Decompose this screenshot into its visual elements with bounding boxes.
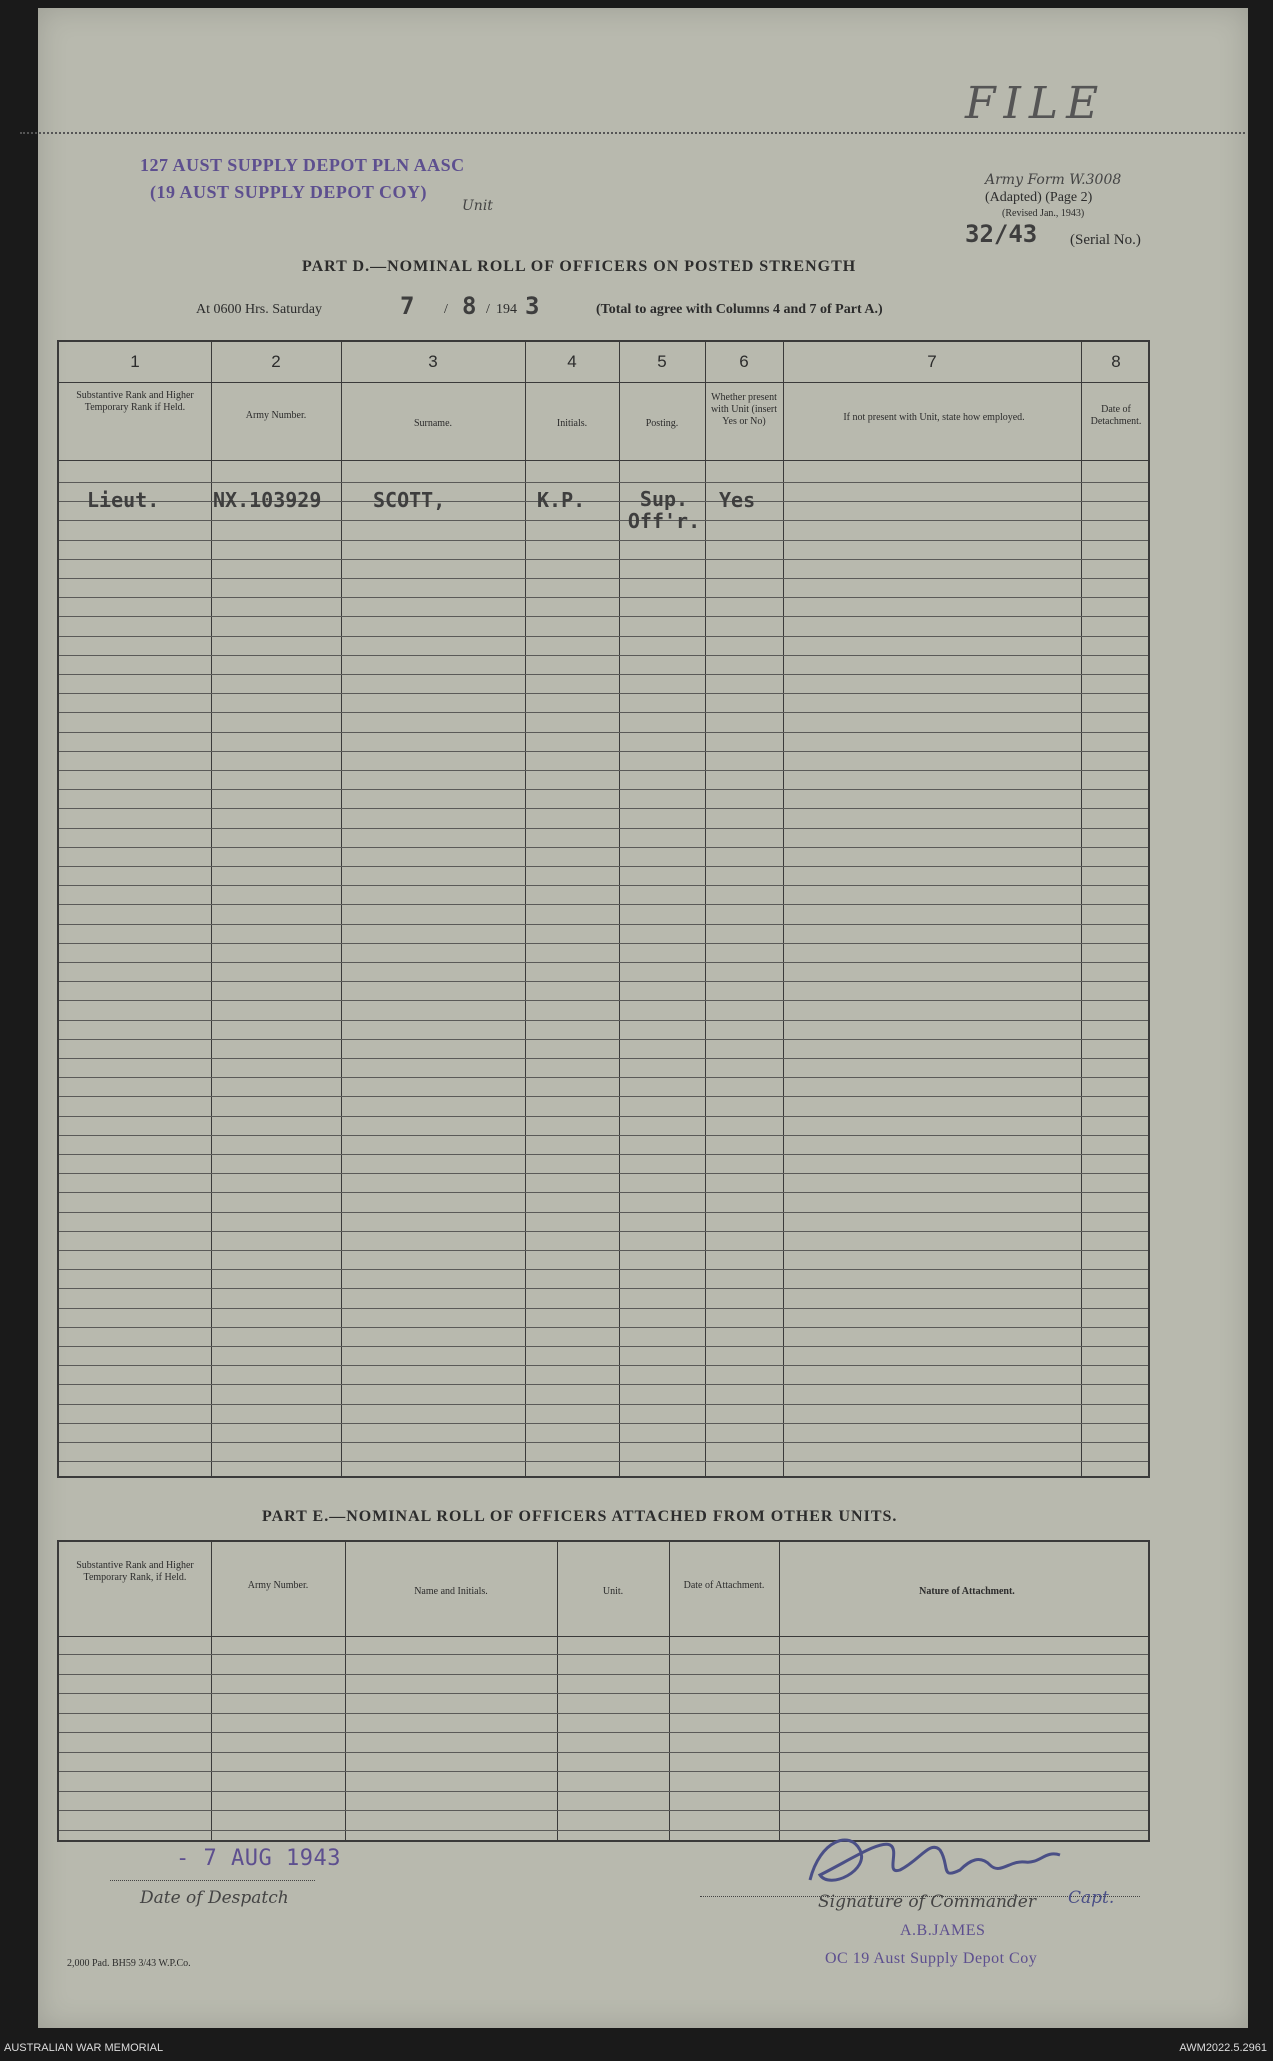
row-rule [59,1791,1148,1792]
row1-rank: Lieut. [87,488,160,512]
row-rule [59,847,1148,848]
row-rule [59,1752,1148,1753]
col-header-posting: Posting. [645,418,679,429]
row-rule [59,559,1148,560]
unit-stamp-line2: (19 AUST SUPPLY DEPOT COY) [150,182,428,202]
commander-signature [790,1820,1090,1900]
archive-reference: AWM2022.5.2961 [1179,2042,1267,2054]
row-rule [59,578,1148,579]
col-header-army-number: Army Number. [245,410,307,421]
row-rule [59,540,1148,541]
col-number-3: 3 [428,352,438,371]
col-number-2: 2 [271,352,281,371]
signature-rank: Capt. [1068,1888,1115,1908]
row-rule [59,904,1148,905]
row-rule [59,1020,1148,1021]
row-rule [59,828,1148,829]
col-number-4: 4 [567,352,577,371]
row-rule [59,1693,1148,1694]
row-rule [59,482,1148,483]
e-col-header-name: Name and Initials. [414,1586,488,1597]
row-rule [59,1250,1148,1251]
row-rule [59,597,1148,598]
signature-name-stamp: A.B.JAMES [900,1922,986,1939]
unit-stamp-line1: 127 AUST SUPPLY DEPOT PLN AASC [140,155,465,175]
row-rule [59,1058,1148,1059]
row-rule [59,1212,1148,1213]
row1-initials: K.P. [537,488,586,512]
row-rule [59,1000,1148,1001]
row-rule [59,866,1148,867]
row-rule [59,1732,1148,1733]
archive-credit: AUSTRALIAN WAR MEMORIAL [4,2042,164,2054]
time-prefix: At 0600 Hrs. Saturday [196,302,322,317]
signature-label: Signature of Commander [818,1892,1036,1912]
serial-number: 32/43 [965,220,1038,248]
row-rule [59,732,1148,733]
col-number-1: 1 [130,352,140,371]
row-rule [59,1327,1148,1328]
row-rule [59,962,1148,963]
row-rule [59,1039,1148,1040]
row1-posting: Sup. Off'r. [627,487,701,533]
row-rule [59,1365,1148,1366]
form-number: Army Form W.3008 [985,172,1122,188]
despatch-rule [110,1880,315,1881]
row-rule [59,1810,1148,1811]
despatch-date-stamp: - 7 AUG 1943 [176,1846,341,1871]
part-d-table [57,340,1150,1478]
row-rule [59,1654,1148,1655]
despatch-label: Date of Despatch [140,1888,289,1908]
row1-surname: SCOTT, [373,488,446,512]
date-month: 8 [462,292,477,320]
part-e-table [57,1540,1150,1842]
row-rule [59,1173,1148,1174]
row-rule [59,1096,1148,1097]
signature-unit-stamp: OC 19 Aust Supply Depot Coy [825,1950,1038,1967]
col-header-date-detachment: Date of Detachment. [1090,404,1142,427]
row-rule [59,789,1148,790]
part-e-title: PART E.—NOMINAL ROLL OF OFFICERS ATTACHED FROM OTHER UNITS. [262,1508,898,1525]
row-rule [59,1192,1148,1193]
col-number-8: 8 [1111,352,1121,371]
row-rule [59,981,1148,982]
col-number-7: 7 [927,352,937,371]
row-rule [59,1288,1148,1289]
row-rule [59,674,1148,675]
row-rule [59,1423,1148,1424]
row-rule [59,1135,1148,1136]
date-sep-1: / [444,302,448,317]
row-rule [59,655,1148,656]
form-revised: (Revised Jan., 1943) [1002,208,1085,219]
e-col-header-rank: Substantive Rank and Higher Temporary Rank, if Held. [76,1560,194,1583]
row-rule [59,712,1148,713]
row-rule [59,1077,1148,1078]
col-header-initials: Initials. [556,418,588,429]
row-rule [59,943,1148,944]
row1-present: Yes [719,488,756,512]
row-rule [59,1231,1148,1232]
e-col-header-date-attachment: Date of Attachment. [683,1580,765,1591]
row-rule [59,751,1148,752]
col-header-employed: If not present with Unit, state how employed. [843,412,1025,423]
row-rule [59,1384,1148,1385]
row-rule [59,1116,1148,1117]
row-rule [59,1154,1148,1155]
row-rule [59,1269,1148,1270]
row-rule [59,1461,1148,1462]
row-rule [59,616,1148,617]
row-rule [59,1713,1148,1714]
year-prefix: 194 [496,302,517,317]
print-note: 2,000 Pad. BH59 3/43 W.P.Co. [67,1958,191,1969]
row-rule [59,885,1148,886]
row-rule [59,808,1148,809]
e-col-header-army-number: Army Number. [247,1580,309,1591]
part-d-title: PART D.—NOMINAL ROLL OF OFFICERS ON POSTED STRENGTH [302,258,857,275]
row-rule [59,1442,1148,1443]
row-rule [59,1771,1148,1772]
file-annotation: FILE [965,78,1107,129]
e-col-header-unit: Unit. [602,1586,624,1597]
row-rule [59,770,1148,771]
row-rule [59,1346,1148,1347]
row-rule [59,1674,1148,1675]
total-note: (Total to agree with Columns 4 and 7 of Part A.) [596,302,883,317]
row-rule [59,520,1148,521]
col-number-6: 6 [739,352,749,371]
e-col-header-nature: Nature of Attachment. [919,1586,1015,1597]
form-adapted: (Adapted) (Page 2) [985,190,1093,205]
date-day: 7 [400,292,415,320]
row1-army-number: NX.103929 [213,488,322,512]
year-suffix: 3 [525,292,540,320]
perforation-line [20,132,1245,134]
col-header-surname: Surname. [413,418,453,429]
row-rule [59,636,1148,637]
unit-label: Unit [462,198,493,214]
col-header-rank: Substantive Rank and Higher Temporary Rank if Held. [76,390,194,413]
col-number-5: 5 [657,352,667,371]
archive-bar [0,2036,1273,2061]
row-rule [59,924,1148,925]
row-rule [59,693,1148,694]
col-header-present: Whether present with Unit (insert Yes or No) [710,392,778,427]
date-sep-2: / [486,302,490,317]
row-rule [59,1308,1148,1309]
row-rule [59,1404,1148,1405]
serial-label: (Serial No.) [1070,232,1141,248]
